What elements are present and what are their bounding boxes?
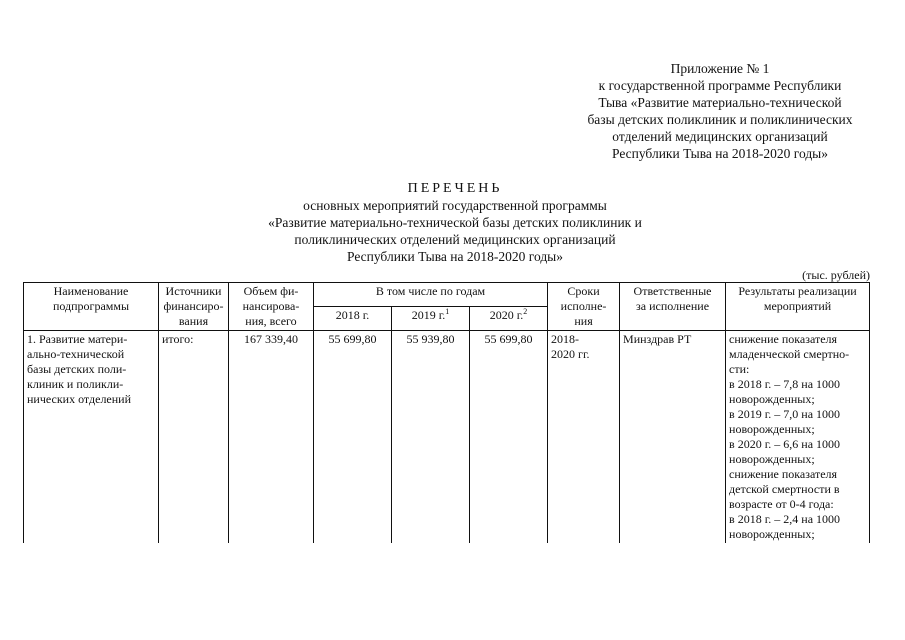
cell-responsible: Минздрав РТ bbox=[620, 331, 726, 544]
heading-line: поликлинических отделений медицинских организаций bbox=[294, 232, 616, 247]
col-header-terms: Сроки исполне- ния bbox=[548, 283, 620, 331]
appendix-block bbox=[560, 60, 880, 162]
result-line: в 2018 г. – 2,4 на 1000 bbox=[729, 512, 841, 526]
cell-sources: итого: bbox=[159, 331, 229, 544]
col-header-responsible: Ответственные за исполнение bbox=[620, 283, 726, 331]
col-header-2018 bbox=[314, 307, 392, 331]
result-line: детской смертности в bbox=[729, 482, 840, 496]
year-label: 2019 г. bbox=[411, 308, 446, 322]
cell-2018: 55 699,80 bbox=[314, 331, 392, 544]
appendix-line: отделений медицинских организаций bbox=[612, 129, 828, 144]
heading-line: Республики Тыва на 2018-2020 годы» bbox=[346, 249, 564, 264]
year-label: 2020 г. bbox=[489, 308, 524, 322]
result-line: новорожденных; bbox=[729, 452, 815, 466]
cell-2019: 55 939,80 bbox=[392, 331, 470, 544]
heading-line: основных мероприятий государственной программы bbox=[303, 198, 607, 213]
result-line: сти: bbox=[729, 362, 750, 376]
units-label: (тыс. рублей) bbox=[802, 268, 870, 282]
result-line: новорожденных; bbox=[729, 392, 815, 406]
appendix-line: Республики Тыва на 2018-2020 годы» bbox=[611, 146, 829, 161]
result-line: снижение показателя bbox=[729, 467, 838, 481]
result-line: в 2018 г. – 7,8 на 1000 bbox=[729, 377, 841, 391]
footnote-mark: 1 bbox=[445, 307, 450, 316]
cell-terms: 2018- 2020 гг. bbox=[548, 331, 620, 544]
result-line: в 2020 г. – 6,6 на 1000 bbox=[729, 437, 841, 451]
col-header-name: Наименование подпрограммы bbox=[24, 283, 159, 331]
result-line: новорожденных; bbox=[729, 527, 815, 541]
appendix-line: к государственной программе Республики bbox=[598, 78, 842, 93]
document-heading bbox=[220, 180, 690, 265]
col-header-by-years: В том числе по годам bbox=[314, 283, 548, 307]
heading-line: «Развитие материально-технической базы детских поликлиник и bbox=[268, 215, 642, 230]
appendix-line: Приложение № 1 bbox=[670, 61, 770, 76]
col-header-2020 bbox=[470, 307, 548, 331]
document-title: ПЕРЕЧЕНЬ bbox=[407, 181, 503, 196]
cell-volume: 167 339,40 bbox=[229, 331, 314, 544]
result-line: возрасте от 0-4 года: bbox=[729, 497, 834, 511]
col-header-results: Результаты реализации мероприятий bbox=[726, 283, 870, 331]
cell-2020: 55 699,80 bbox=[470, 331, 548, 544]
result-line: снижение показателя bbox=[729, 332, 838, 346]
appendix-line: базы детских поликлиник и поликлинических bbox=[587, 112, 853, 127]
cell-name: 1. Развитие матери- ально-технической базы детских поли- клиник и поликли- нических отделений bbox=[24, 331, 159, 544]
result-line: новорожденных; bbox=[729, 422, 815, 436]
appendix-line: Тыва «Развитие материально-технической bbox=[598, 95, 842, 110]
result-line: младенческой смертно- bbox=[729, 347, 850, 361]
cell-results bbox=[726, 331, 870, 544]
result-line: в 2019 г. – 7,0 на 1000 bbox=[729, 407, 841, 421]
year-label: 2018 г. bbox=[335, 308, 370, 322]
table-header-row bbox=[24, 283, 870, 307]
col-header-volume: Объем фи- нансирова- ния, всего bbox=[229, 283, 314, 331]
measures-table bbox=[23, 282, 870, 543]
col-header-2019 bbox=[392, 307, 470, 331]
footnote-mark: 2 bbox=[523, 307, 528, 316]
col-header-sources: Источники финансиро- вания bbox=[159, 283, 229, 331]
table-row bbox=[24, 331, 870, 544]
